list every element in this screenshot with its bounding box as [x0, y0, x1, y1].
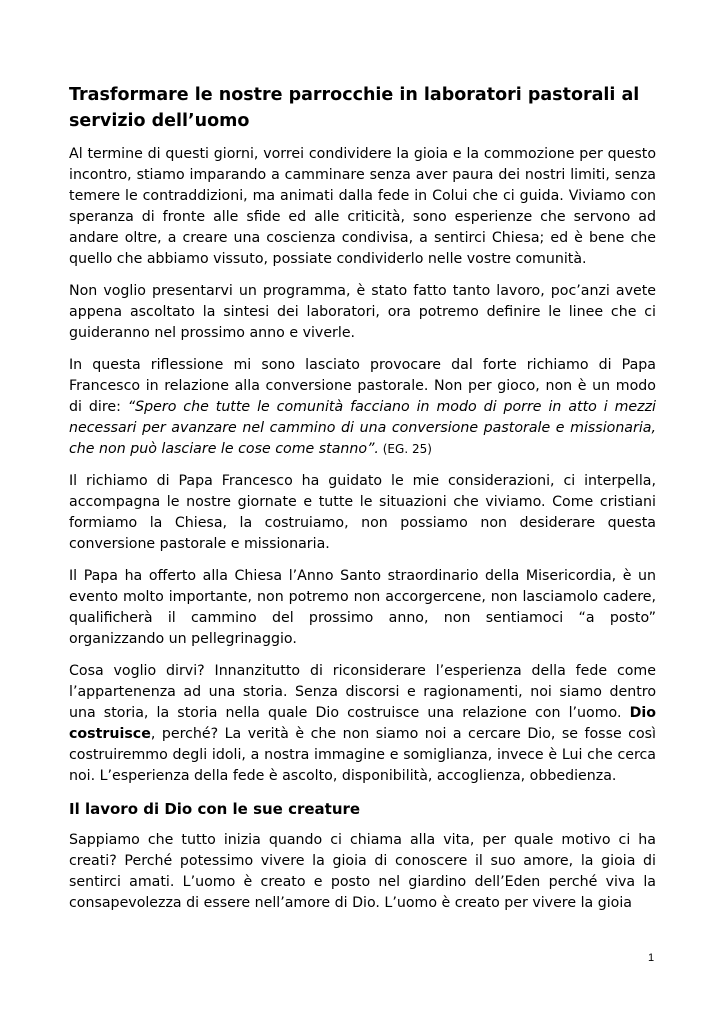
section-heading: Il lavoro di Dio con le sue creature: [69, 800, 361, 818]
paragraph-2: Non voglio presentarvi un programma, è stato fatto tanto lavoro, poc’anzi avete appena ascoltato la sintesi dei laboratori, ora potremo definire le linee che ci guideranno nel prossimo anno e viverle.: [69, 283, 656, 341]
document-title: Trasformare le nostre parrocchie in laboratori pastorali al servizio dell’uomo: [69, 85, 640, 131]
paragraph-6-bold: Dio costruisce: [69, 705, 656, 742]
paragraph-6-before: Cosa voglio dirvi? Innanzitutto di riconsiderare l’esperienza della fede come l’appartenenza ad una storia. Senza discorsi e ragionamenti, noi siamo dentro una storia, la storia nella quale Dio costruisce una relazione con l’uomo.: [69, 663, 656, 721]
paragraph-4: Il richiamo di Papa Francesco ha guidato le mie considerazioni, ci interpella, accompagna le nostre giornate e tutte le situazioni che viviamo. Come cristiani formiamo la Chiesa, la costruiamo, non possiamo non desiderare questa conversione pastorale e missionaria.: [69, 473, 656, 552]
paragraph-3: [69, 355, 656, 460]
paragraph-6: [69, 661, 656, 787]
paragraph-6-after: , perché? La verità è che non siamo noi a cercare Dio, se fosse così costruiremmo degli idoli, a nostra immagine e somiglianza, invece è Lui che cerca noi. L’esperienza della fede è ascolto, disponibilità, accoglienza, obbedienza.: [69, 726, 656, 784]
pope-quote: “Spero che tutte le comunità facciano in modo di porre in atto i mezzi necessari per avanzare nel cammino di una conversione pastorale e missionaria, che non può lasciare le cose come stanno”.: [69, 399, 656, 457]
paragraph-1: Al termine di questi giorni, vorrei condividere la gioia e la commozione per questo incontro, stiamo imparando a camminare senza aver paura dei nostri limiti, senza temere le contraddizioni, ma animati dalla fede in Colui che ci guida. Viviamo con speranza di fronte alle sfide ed alle criticità, sono esperienze che servono ad andare oltre, a creare una coscienza condivisa, a sentirci Chiesa; ed è bene che quello che abbiamo vissuto, possiate condividerlo nelle vostre comunità.: [69, 146, 656, 267]
paragraph-5: Il Papa ha offerto alla Chiesa l’Anno Santo straordinario della Misericordia, è un evento molto importante, non potremo non accorgercene, non lasciamolo cadere, qualificherà il cammino del prossimo anno, non sentiamoci “a posto” organizzando un pellegrinaggio.: [69, 568, 656, 647]
paragraph-7: Sappiamo che tutto inizia quando ci chiama alla vita, per quale motivo ci ha creati? Perché potessimo vivere la gioia di conoscere il suo amore, la gioia di sentirci amati. L’uomo è creato e posto nel giardino dell’Eden perché viva la consapevolezza di essere nell’amore di Dio. L’uomo è creato per vivere la gioia: [69, 832, 656, 911]
paragraph-3-intro: In questa riflessione mi sono lasciato provocare dal forte richiamo di Papa Francesco in relazione alla conversione pastorale. Non per gioco, non è un modo di dire:: [69, 357, 656, 415]
page-number: 1: [648, 952, 655, 964]
document-page: [69, 82, 656, 924]
quote-reference: (EG. 25): [378, 442, 432, 456]
